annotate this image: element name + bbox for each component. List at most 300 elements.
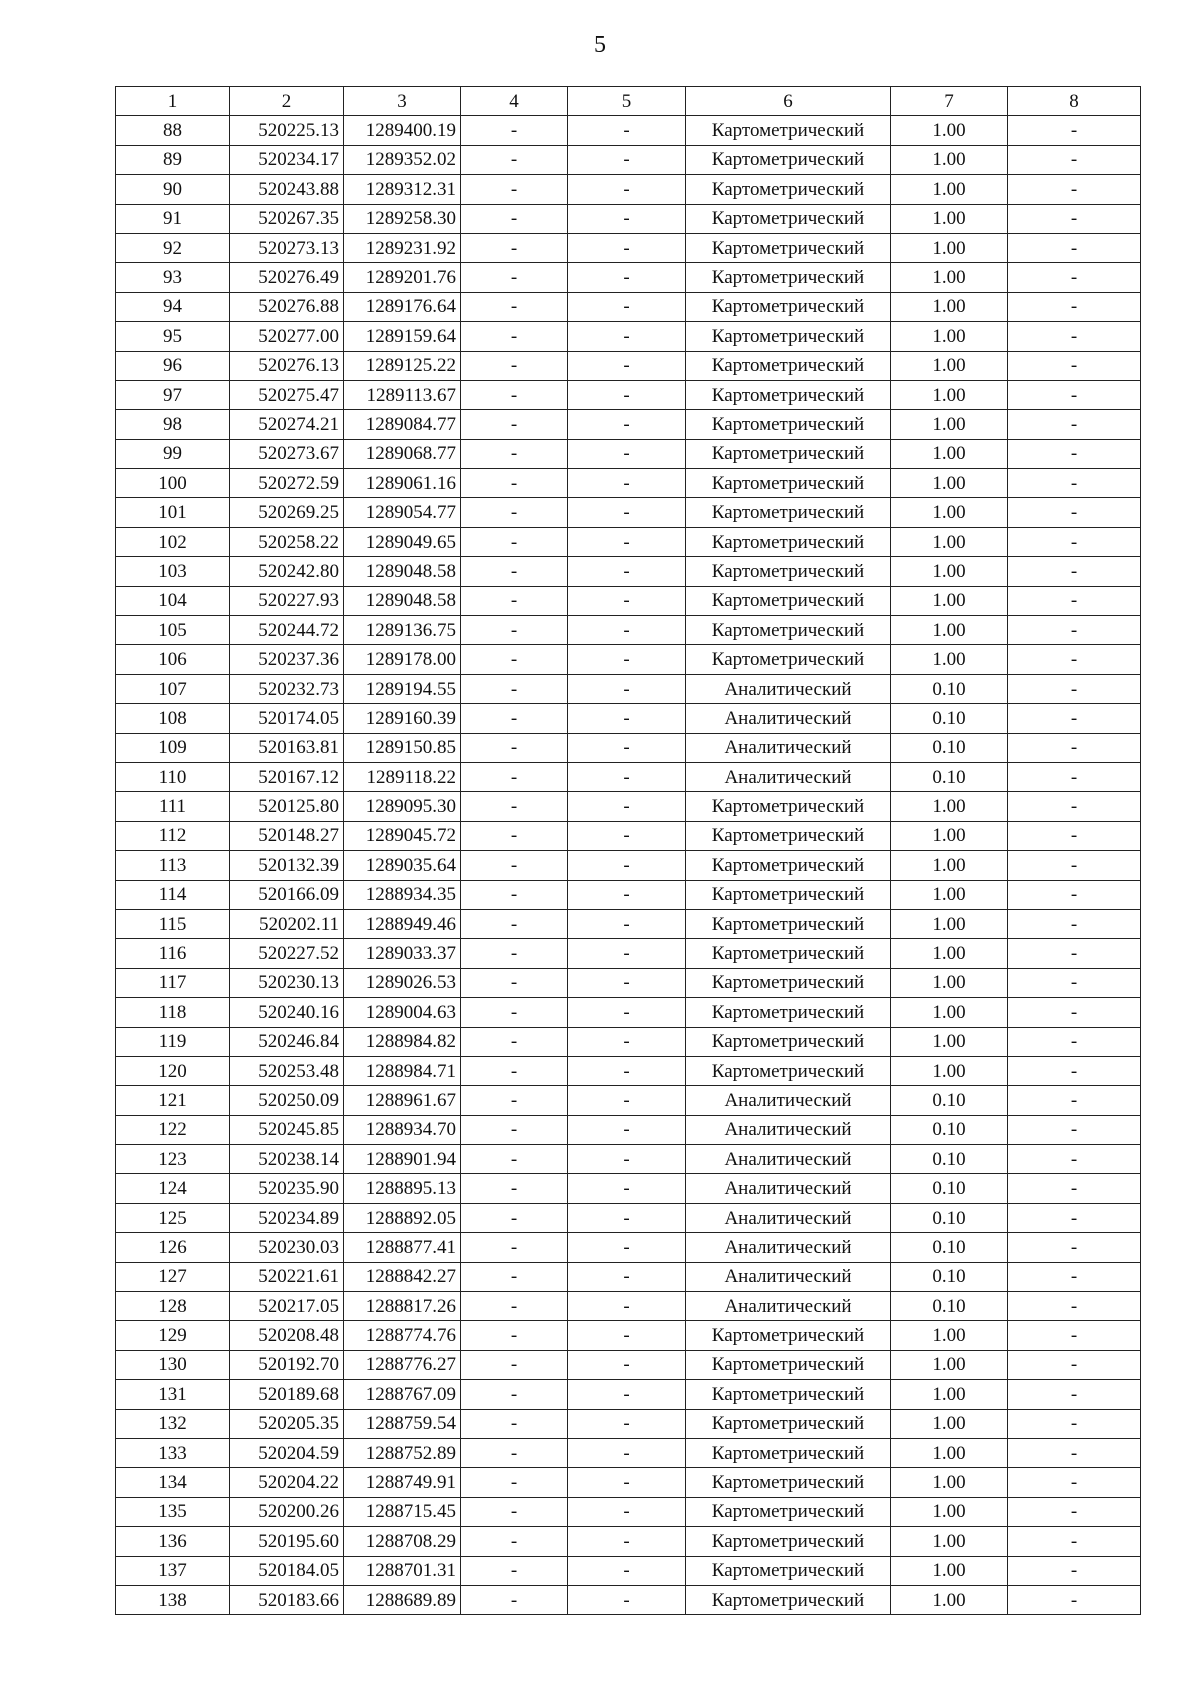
col8-cell: -: [1008, 439, 1141, 468]
point-number-cell: 101: [116, 498, 230, 527]
point-number-cell: 128: [116, 1292, 230, 1321]
point-number-cell: 106: [116, 645, 230, 674]
method-cell: Картометрический: [686, 1350, 891, 1379]
col8-cell: -: [1008, 733, 1141, 762]
coord-x-cell: 520242.80: [230, 557, 344, 586]
table-row: [116, 1527, 1141, 1556]
col8-cell: -: [1008, 851, 1141, 880]
coord-x-cell: 520240.16: [230, 998, 344, 1027]
accuracy-cell: 1.00: [891, 527, 1008, 556]
method-cell: Аналитический: [686, 674, 891, 703]
point-number-cell: 119: [116, 1027, 230, 1056]
coord-x-cell: 520183.66: [230, 1585, 344, 1614]
table-row: [116, 586, 1141, 615]
coord-x-cell: 520232.73: [230, 674, 344, 703]
accuracy-cell: 1.00: [891, 1027, 1008, 1056]
table-row: [116, 292, 1141, 321]
col8-cell: -: [1008, 1203, 1141, 1232]
coord-x-cell: 520275.47: [230, 380, 344, 409]
coord-x-cell: 520225.13: [230, 116, 344, 145]
method-cell: Картометрический: [686, 1438, 891, 1467]
accuracy-cell: 1.00: [891, 998, 1008, 1027]
col4-cell: -: [461, 1527, 568, 1556]
accuracy-cell: 1.00: [891, 851, 1008, 880]
col5-cell: -: [568, 1527, 686, 1556]
coord-y-cell: 1288767.09: [344, 1380, 461, 1409]
col4-cell: -: [461, 1145, 568, 1174]
col8-cell: -: [1008, 1380, 1141, 1409]
table-row: [116, 762, 1141, 791]
coord-y-cell: 1289035.64: [344, 851, 461, 880]
accuracy-cell: 1.00: [891, 1409, 1008, 1438]
coord-x-cell: 520204.22: [230, 1468, 344, 1497]
col4-cell: -: [461, 939, 568, 968]
coord-y-cell: 1289118.22: [344, 762, 461, 791]
point-number-cell: 93: [116, 263, 230, 292]
table-row: [116, 116, 1141, 145]
coord-x-cell: 520276.88: [230, 292, 344, 321]
header-cell: 2: [230, 87, 344, 116]
accuracy-cell: 1.00: [891, 145, 1008, 174]
method-cell: Картометрический: [686, 557, 891, 586]
method-cell: Картометрический: [686, 380, 891, 409]
point-number-cell: 135: [116, 1497, 230, 1526]
point-number-cell: 102: [116, 527, 230, 556]
coord-x-cell: 520200.26: [230, 1497, 344, 1526]
point-number-cell: 115: [116, 909, 230, 938]
accuracy-cell: 0.10: [891, 704, 1008, 733]
col8-cell: -: [1008, 557, 1141, 586]
coord-y-cell: 1289068.77: [344, 439, 461, 468]
coord-x-cell: 520227.52: [230, 939, 344, 968]
coord-x-cell: 520258.22: [230, 527, 344, 556]
point-number-cell: 99: [116, 439, 230, 468]
coord-x-cell: 520167.12: [230, 762, 344, 791]
point-number-cell: 108: [116, 704, 230, 733]
accuracy-cell: 0.10: [891, 1145, 1008, 1174]
col4-cell: -: [461, 1233, 568, 1262]
accuracy-cell: 1.00: [891, 204, 1008, 233]
col8-cell: -: [1008, 1262, 1141, 1291]
table-row: [116, 1174, 1141, 1203]
method-cell: Аналитический: [686, 733, 891, 762]
accuracy-cell: 0.10: [891, 674, 1008, 703]
accuracy-cell: 1.00: [891, 380, 1008, 409]
method-cell: Картометрический: [686, 292, 891, 321]
table-row: [116, 1497, 1141, 1526]
coord-y-cell: 1289194.55: [344, 674, 461, 703]
coord-y-cell: 1289033.37: [344, 939, 461, 968]
col8-cell: -: [1008, 351, 1141, 380]
col8-cell: -: [1008, 1350, 1141, 1379]
col4-cell: -: [461, 380, 568, 409]
table-row: [116, 439, 1141, 468]
table-row: [116, 1585, 1141, 1614]
method-cell: Картометрический: [686, 1468, 891, 1497]
point-number-cell: 95: [116, 322, 230, 351]
accuracy-cell: 1.00: [891, 1468, 1008, 1497]
coord-x-cell: 520273.67: [230, 439, 344, 468]
coord-x-cell: 520192.70: [230, 1350, 344, 1379]
header-cell: 6: [686, 87, 891, 116]
accuracy-cell: 1.00: [891, 1497, 1008, 1526]
col8-cell: -: [1008, 1145, 1141, 1174]
coord-x-cell: 520269.25: [230, 498, 344, 527]
col4-cell: -: [461, 851, 568, 880]
accuracy-cell: 0.10: [891, 1086, 1008, 1115]
col8-cell: -: [1008, 1292, 1141, 1321]
coord-y-cell: 1289125.22: [344, 351, 461, 380]
coord-x-cell: 520274.21: [230, 410, 344, 439]
point-number-cell: 117: [116, 968, 230, 997]
table-row: [116, 1556, 1141, 1585]
col4-cell: -: [461, 616, 568, 645]
method-cell: Картометрический: [686, 145, 891, 174]
coord-y-cell: 1289061.16: [344, 469, 461, 498]
method-cell: Картометрический: [686, 1027, 891, 1056]
coord-x-cell: 520273.13: [230, 233, 344, 262]
accuracy-cell: 1.00: [891, 322, 1008, 351]
coord-x-cell: 520245.85: [230, 1115, 344, 1144]
point-number-cell: 126: [116, 1233, 230, 1262]
table-row: [116, 821, 1141, 850]
table-row: [116, 851, 1141, 880]
col4-cell: -: [461, 733, 568, 762]
table-row: [116, 645, 1141, 674]
point-number-cell: 91: [116, 204, 230, 233]
coord-x-cell: 520148.27: [230, 821, 344, 850]
method-cell: Картометрический: [686, 939, 891, 968]
col8-cell: -: [1008, 1233, 1141, 1262]
coord-x-cell: 520221.61: [230, 1262, 344, 1291]
col5-cell: -: [568, 116, 686, 145]
coord-x-cell: 520132.39: [230, 851, 344, 880]
table-row: [116, 704, 1141, 733]
col8-cell: -: [1008, 380, 1141, 409]
col4-cell: -: [461, 1438, 568, 1467]
coord-x-cell: 520277.00: [230, 322, 344, 351]
method-cell: Картометрический: [686, 204, 891, 233]
point-number-cell: 116: [116, 939, 230, 968]
header-cell: 4: [461, 87, 568, 116]
coord-y-cell: 1289049.65: [344, 527, 461, 556]
method-cell: Аналитический: [686, 1145, 891, 1174]
col5-cell: -: [568, 1350, 686, 1379]
col5-cell: -: [568, 674, 686, 703]
coord-x-cell: 520250.09: [230, 1086, 344, 1115]
coord-x-cell: 520230.13: [230, 968, 344, 997]
col4-cell: -: [461, 998, 568, 1027]
point-number-cell: 133: [116, 1438, 230, 1467]
coord-y-cell: 1289113.67: [344, 380, 461, 409]
table-row: [116, 233, 1141, 262]
col5-cell: -: [568, 233, 686, 262]
col5-cell: -: [568, 498, 686, 527]
point-number-cell: 88: [116, 116, 230, 145]
col5-cell: -: [568, 880, 686, 909]
col5-cell: -: [568, 821, 686, 850]
col8-cell: -: [1008, 1585, 1141, 1614]
table-row: [116, 792, 1141, 821]
point-number-cell: 89: [116, 145, 230, 174]
table-row: [116, 1262, 1141, 1291]
coord-x-cell: 520125.80: [230, 792, 344, 821]
coord-x-cell: 520267.35: [230, 204, 344, 233]
accuracy-cell: 1.00: [891, 116, 1008, 145]
method-cell: Картометрический: [686, 175, 891, 204]
col8-cell: -: [1008, 292, 1141, 321]
col4-cell: -: [461, 1292, 568, 1321]
col8-cell: -: [1008, 1321, 1141, 1350]
coord-y-cell: 1288877.41: [344, 1233, 461, 1262]
method-cell: Картометрический: [686, 616, 891, 645]
col5-cell: -: [568, 1438, 686, 1467]
col8-cell: -: [1008, 1497, 1141, 1526]
col5-cell: -: [568, 939, 686, 968]
col8-cell: -: [1008, 792, 1141, 821]
col8-cell: -: [1008, 233, 1141, 262]
table-row: [116, 1027, 1141, 1056]
col4-cell: -: [461, 116, 568, 145]
accuracy-cell: 1.00: [891, 1056, 1008, 1085]
col5-cell: -: [568, 1203, 686, 1232]
coord-y-cell: 1289160.39: [344, 704, 461, 733]
point-number-cell: 92: [116, 233, 230, 262]
method-cell: Картометрический: [686, 880, 891, 909]
coord-x-cell: 520235.90: [230, 1174, 344, 1203]
method-cell: Картометрический: [686, 1056, 891, 1085]
point-number-cell: 121: [116, 1086, 230, 1115]
accuracy-cell: 1.00: [891, 821, 1008, 850]
point-number-cell: 94: [116, 292, 230, 321]
col5-cell: -: [568, 1027, 686, 1056]
method-cell: Картометрический: [686, 410, 891, 439]
col8-cell: -: [1008, 204, 1141, 233]
table-row: [116, 1409, 1141, 1438]
method-cell: Картометрический: [686, 469, 891, 498]
method-cell: Картометрический: [686, 233, 891, 262]
col5-cell: -: [568, 851, 686, 880]
coord-x-cell: 520189.68: [230, 1380, 344, 1409]
coord-y-cell: 1289201.76: [344, 263, 461, 292]
table-row: [116, 1468, 1141, 1497]
col8-cell: -: [1008, 880, 1141, 909]
method-cell: Картометрический: [686, 909, 891, 938]
col5-cell: -: [568, 439, 686, 468]
accuracy-cell: 1.00: [891, 410, 1008, 439]
coord-y-cell: 1289150.85: [344, 733, 461, 762]
coord-y-cell: 1289231.92: [344, 233, 461, 262]
coord-y-cell: 1288689.89: [344, 1585, 461, 1614]
table-row: [116, 1380, 1141, 1409]
coord-y-cell: 1289312.31: [344, 175, 461, 204]
point-number-cell: 96: [116, 351, 230, 380]
coord-x-cell: 520230.03: [230, 1233, 344, 1262]
point-number-cell: 111: [116, 792, 230, 821]
col8-cell: -: [1008, 527, 1141, 556]
point-number-cell: 97: [116, 380, 230, 409]
col5-cell: -: [568, 1321, 686, 1350]
col4-cell: -: [461, 762, 568, 791]
method-cell: Картометрический: [686, 851, 891, 880]
coord-x-cell: 520234.17: [230, 145, 344, 174]
col8-cell: -: [1008, 762, 1141, 791]
col4-cell: -: [461, 880, 568, 909]
coord-y-cell: 1289400.19: [344, 116, 461, 145]
coord-y-cell: 1288749.91: [344, 1468, 461, 1497]
col5-cell: -: [568, 410, 686, 439]
coord-x-cell: 520202.11: [230, 909, 344, 938]
col8-cell: -: [1008, 322, 1141, 351]
table-row: [116, 968, 1141, 997]
col8-cell: -: [1008, 1086, 1141, 1115]
col8-cell: -: [1008, 145, 1141, 174]
coord-y-cell: 1289048.58: [344, 586, 461, 615]
point-number-cell: 112: [116, 821, 230, 850]
col4-cell: -: [461, 1380, 568, 1409]
method-cell: Картометрический: [686, 821, 891, 850]
coord-x-cell: 520204.59: [230, 1438, 344, 1467]
col4-cell: -: [461, 410, 568, 439]
point-number-cell: 110: [116, 762, 230, 791]
accuracy-cell: 1.00: [891, 175, 1008, 204]
method-cell: Картометрический: [686, 586, 891, 615]
col4-cell: -: [461, 1409, 568, 1438]
col8-cell: -: [1008, 1115, 1141, 1144]
table-row: [116, 1203, 1141, 1232]
col5-cell: -: [568, 145, 686, 174]
col5-cell: -: [568, 998, 686, 1027]
coord-y-cell: 1289258.30: [344, 204, 461, 233]
table-row: [116, 410, 1141, 439]
header-cell: 8: [1008, 87, 1141, 116]
accuracy-cell: 0.10: [891, 1174, 1008, 1203]
method-cell: Картометрический: [686, 1321, 891, 1350]
point-number-cell: 134: [116, 1468, 230, 1497]
accuracy-cell: 1.00: [891, 880, 1008, 909]
point-number-cell: 100: [116, 469, 230, 498]
accuracy-cell: 0.10: [891, 1292, 1008, 1321]
header-cell: 1: [116, 87, 230, 116]
coord-x-cell: 520174.05: [230, 704, 344, 733]
table-row: [116, 145, 1141, 174]
coord-x-cell: 520246.84: [230, 1027, 344, 1056]
col4-cell: -: [461, 821, 568, 850]
point-number-cell: 130: [116, 1350, 230, 1379]
header-cell: 5: [568, 87, 686, 116]
coord-x-cell: 520272.59: [230, 469, 344, 498]
table-row: [116, 733, 1141, 762]
method-cell: Картометрический: [686, 322, 891, 351]
method-cell: Картометрический: [686, 1556, 891, 1585]
col4-cell: -: [461, 1350, 568, 1379]
col8-cell: -: [1008, 1438, 1141, 1467]
col4-cell: -: [461, 527, 568, 556]
coord-y-cell: 1288961.67: [344, 1086, 461, 1115]
col4-cell: -: [461, 792, 568, 821]
method-cell: Картометрический: [686, 1527, 891, 1556]
coord-x-cell: 520166.09: [230, 880, 344, 909]
col5-cell: -: [568, 351, 686, 380]
accuracy-cell: 1.00: [891, 968, 1008, 997]
accuracy-cell: 1.00: [891, 557, 1008, 586]
point-number-cell: 131: [116, 1380, 230, 1409]
coord-x-cell: 520227.93: [230, 586, 344, 615]
table-row: [116, 1438, 1141, 1467]
col4-cell: -: [461, 909, 568, 938]
table-row: [116, 527, 1141, 556]
col4-cell: -: [461, 1203, 568, 1232]
col8-cell: -: [1008, 1174, 1141, 1203]
point-number-cell: 124: [116, 1174, 230, 1203]
coord-y-cell: 1288842.27: [344, 1262, 461, 1291]
table-row: [116, 880, 1141, 909]
point-number-cell: 105: [116, 616, 230, 645]
col5-cell: -: [568, 292, 686, 321]
point-number-cell: 132: [116, 1409, 230, 1438]
method-cell: Картометрический: [686, 1409, 891, 1438]
point-number-cell: 107: [116, 674, 230, 703]
accuracy-cell: 1.00: [891, 1556, 1008, 1585]
coord-y-cell: 1288895.13: [344, 1174, 461, 1203]
coord-y-cell: 1289048.58: [344, 557, 461, 586]
table-row: [116, 557, 1141, 586]
coord-y-cell: 1288774.76: [344, 1321, 461, 1350]
method-cell: Картометрический: [686, 498, 891, 527]
method-cell: Картометрический: [686, 116, 891, 145]
table-row: [116, 616, 1141, 645]
col4-cell: -: [461, 557, 568, 586]
method-cell: Картометрический: [686, 439, 891, 468]
accuracy-cell: 1.00: [891, 469, 1008, 498]
col4-cell: -: [461, 175, 568, 204]
col5-cell: -: [568, 968, 686, 997]
coord-y-cell: 1289084.77: [344, 410, 461, 439]
coord-y-cell: 1288934.35: [344, 880, 461, 909]
col4-cell: -: [461, 292, 568, 321]
method-cell: Аналитический: [686, 1292, 891, 1321]
col8-cell: -: [1008, 1409, 1141, 1438]
method-cell: Картометрический: [686, 263, 891, 292]
method-cell: Аналитический: [686, 1086, 891, 1115]
col8-cell: -: [1008, 821, 1141, 850]
coord-y-cell: 1289136.75: [344, 616, 461, 645]
col5-cell: -: [568, 733, 686, 762]
col8-cell: -: [1008, 909, 1141, 938]
coord-y-cell: 1288776.27: [344, 1350, 461, 1379]
col5-cell: -: [568, 586, 686, 615]
table-row: [116, 1350, 1141, 1379]
table-header-row: [116, 87, 1141, 116]
coord-x-cell: 520244.72: [230, 616, 344, 645]
col5-cell: -: [568, 1086, 686, 1115]
col4-cell: -: [461, 439, 568, 468]
method-cell: Картометрический: [686, 792, 891, 821]
col4-cell: -: [461, 322, 568, 351]
accuracy-cell: 0.10: [891, 733, 1008, 762]
table-row: [116, 674, 1141, 703]
method-cell: Аналитический: [686, 1174, 891, 1203]
col4-cell: -: [461, 1115, 568, 1144]
accuracy-cell: 0.10: [891, 1233, 1008, 1262]
accuracy-cell: 1.00: [891, 792, 1008, 821]
coord-y-cell: 1288901.94: [344, 1145, 461, 1174]
accuracy-cell: 1.00: [891, 909, 1008, 938]
col5-cell: -: [568, 1233, 686, 1262]
point-number-cell: 129: [116, 1321, 230, 1350]
coord-y-cell: 1288984.82: [344, 1027, 461, 1056]
method-cell: Аналитический: [686, 1233, 891, 1262]
